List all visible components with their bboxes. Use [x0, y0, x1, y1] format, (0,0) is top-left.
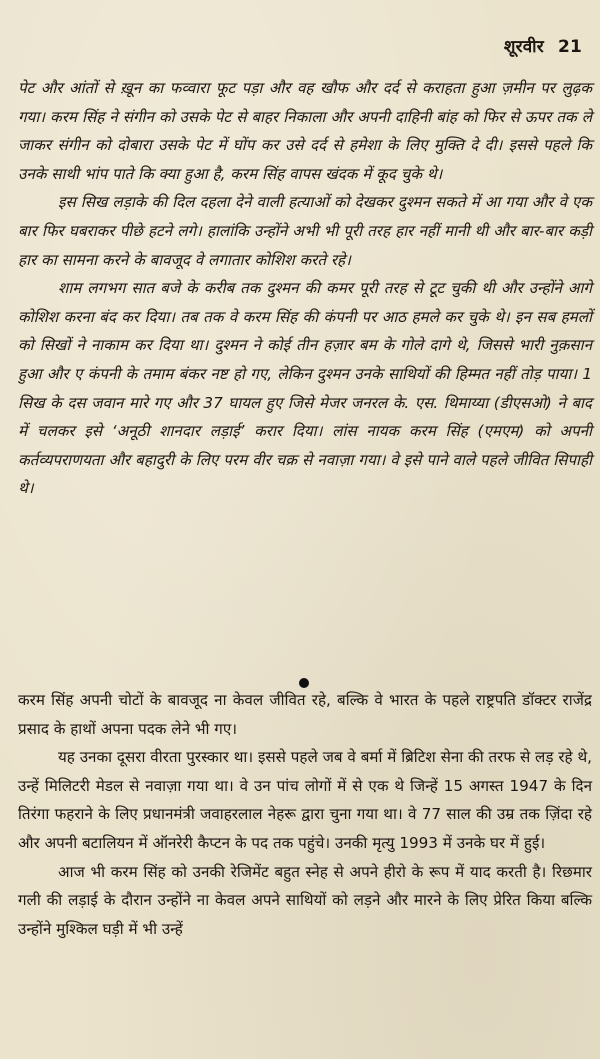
paragraph: इस सिख लड़ाके की दिल दहला देने वाली हत्याओं को देखकर दुश्मन सकते में आ गया और वे एक बार फिर घबराकर पीछे हटने लगे। हालांकि उन्होंने अभी भी पूरी तरह हार नहीं मानी थी और बार-बार कड़ी हार का सामना करने के बावजूद वे लगातार कोशिश करते रहे। [18, 193, 592, 269]
body-text-section [18, 686, 592, 943]
paragraph: पेट और आंतों से ख़ून का फव्वारा फूट पड़ा और वह खौफ और दर्द से कराहता हुआ ज़मीन पर लुढ़क गया। करम सिंह ने संगीन को उसके पेट से बाहर निकाला और अपनी दाहिनी बांह को फिर से ऊपर तक ले जाकर संगीन को दोबारा उसके पेट में घोंप कर उसे दर्द से हमेशा के लिए मुक्ति दे दी। इससे पहले कि उनके साथी भांप पाते कि क्या हुआ है, करम सिंह वापस खंदक में कूद चुके थे। [18, 79, 592, 183]
paragraph: यह उनका दूसरा वीरता पुरस्कार था। इससे पहले जब वे बर्मा में ब्रिटिश सेना की तरफ से लड़ रहे थे, उन्हें मिलिटरी मेडल से नवाज़ा गया था। वे उन पांच लोगों में से एक थे जिन्हें 15 अगस्त 1947 के दिन तिरंगा फहराने के लिए प्रधानमंत्री जवाहरलाल नेहरू द्वारा चुना गया था। वे 77 साल की उम्र तक ज़िंदा रहे और अपनी बटालियन में ऑनरेरी कैप्टन के पद तक पहुंचे। उनकी मृत्यु 1993 में उनके घर में हुई। [18, 748, 592, 852]
chapter-title: शूरवीर [503, 37, 544, 57]
paragraph: शाम लगभग सात बजे के करीब तक दुश्मन की कमर पूरी तरह से टूट चुकी थी और उन्होंने आगे कोशिश करना बंद कर दिया। तब तक वे करम सिंह की कंपनी पर आठ हमले कर चुके थे। इन सब हमलों को सिखों ने नाकाम कर दिया था। दुश्मन ने कोई तीन हज़ार बम के गोले दागे थे, जिससे भारी नुक़सान हुआ और ए कंपनी के तमाम बंकर नष्ट हो गए, लेकिन दुश्मन उनके साथियों की हिम्मत नहीं तोड़ पाया। 1 सिख के दस जवान मारे गए और 37 घायल हुए जिसे मेजर जनरल के. एस. थिमाय्या (डीएसओ) ने बाद में चलकर इसे ‘अनूठी शानदार लड़ाई’ करार दिया। लांस नायक करम सिंह (एमएम) को अपनी कर्तव्यपराणयता और बहादुरी के लिए परम वीर चक्र से नवाज़ा गया। वे इसे पाने वाले पहले जीवित सिपाही थे। [18, 279, 592, 498]
paragraph: करम सिंह अपनी चोटों के बावजूद ना केवल जीवित रहे, बल्कि वे भारत के पहले राष्ट्रपति डॉक्टर राजेंद्र प्रसाद के हाथों अपना पदक लेने भी गए। [18, 691, 592, 738]
running-header [504, 34, 582, 57]
italic-narrative-section [18, 74, 592, 503]
paragraph: आज भी करम सिंह को उनकी रेजिमेंट बहुत स्नेह से अपने हीरो के रूप में याद करती है। रिछमार गली की लड़ाई के दौरान उन्होंने ना केवल अपने साथियों को लड़ने और मारने के लिए प्रेरित किया बल्कि उन्होंने मुश्किल घड़ी में भी उन्हें [18, 862, 592, 938]
page-number: 21 [557, 37, 582, 57]
